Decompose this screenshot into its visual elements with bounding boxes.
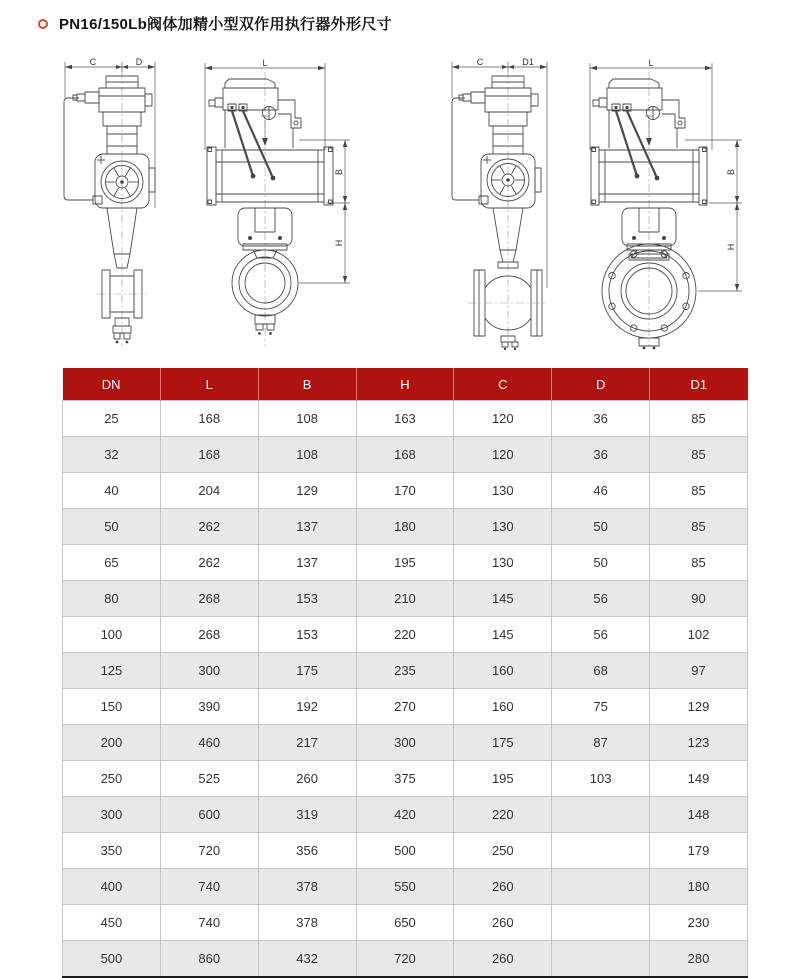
table-cell bbox=[552, 869, 650, 905]
table-cell: 137 bbox=[258, 509, 356, 545]
table-cell: 145 bbox=[454, 617, 552, 653]
drawing-front-flanged bbox=[585, 58, 750, 350]
table-cell: 130 bbox=[454, 473, 552, 509]
table-cell: 75 bbox=[552, 689, 650, 725]
table-cell: 120 bbox=[454, 437, 552, 473]
table-row bbox=[63, 581, 748, 617]
table-cell: 85 bbox=[650, 473, 748, 509]
table-cell: 85 bbox=[650, 437, 748, 473]
table-cell: 500 bbox=[356, 833, 454, 869]
electric-actuator bbox=[73, 76, 152, 154]
table-cell: 500 bbox=[63, 941, 161, 978]
bullet-icon bbox=[38, 19, 48, 29]
technical-drawings bbox=[0, 58, 790, 354]
table-cell: 168 bbox=[356, 437, 454, 473]
table-cell: 220 bbox=[356, 617, 454, 653]
table-cell: 460 bbox=[160, 725, 258, 761]
table-cell: 260 bbox=[454, 941, 552, 978]
table-cell: 25 bbox=[63, 401, 161, 437]
table-cell: 280 bbox=[650, 941, 748, 978]
table-cell: 378 bbox=[258, 905, 356, 941]
dim-label-h: H bbox=[726, 243, 736, 251]
table-cell: 350 bbox=[63, 833, 161, 869]
pneumatic-cylinder bbox=[207, 147, 333, 205]
table-cell: 46 bbox=[552, 473, 650, 509]
table-cell: 130 bbox=[454, 545, 552, 581]
table-cell: 550 bbox=[356, 869, 454, 905]
table-row bbox=[63, 509, 748, 545]
table-row bbox=[63, 725, 748, 761]
table-cell bbox=[552, 941, 650, 978]
dimension-lines bbox=[452, 57, 547, 288]
dim-label-l: L bbox=[262, 58, 268, 68]
column-header-c: C bbox=[454, 368, 552, 401]
table-cell: 163 bbox=[356, 401, 454, 437]
table-cell: 65 bbox=[63, 545, 161, 581]
dim-label-l: L bbox=[648, 58, 654, 68]
table-cell: 50 bbox=[552, 545, 650, 581]
table-cell: 200 bbox=[63, 725, 161, 761]
conduit-tube bbox=[452, 98, 488, 204]
table-body bbox=[63, 401, 748, 978]
table-cell: 650 bbox=[356, 905, 454, 941]
table-cell: 260 bbox=[454, 869, 552, 905]
column-header-b: B bbox=[258, 368, 356, 401]
table-header-row bbox=[63, 368, 748, 401]
column-header-dn: DN bbox=[63, 368, 161, 401]
table-cell: 220 bbox=[454, 797, 552, 833]
table-cell: 300 bbox=[160, 653, 258, 689]
table-cell: 204 bbox=[160, 473, 258, 509]
column-header-h: H bbox=[356, 368, 454, 401]
table-cell: 102 bbox=[650, 617, 748, 653]
table-cell: 160 bbox=[454, 653, 552, 689]
table-row bbox=[63, 905, 748, 941]
table-cell: 217 bbox=[258, 725, 356, 761]
table-cell: 123 bbox=[650, 725, 748, 761]
table-cell bbox=[552, 797, 650, 833]
table-cell: 270 bbox=[356, 689, 454, 725]
air-tubes bbox=[616, 111, 659, 180]
table-cell: 390 bbox=[160, 689, 258, 725]
table-cell: 129 bbox=[650, 689, 748, 725]
table-cell: 720 bbox=[160, 833, 258, 869]
dim-label-b: B bbox=[726, 168, 736, 176]
table-cell: 300 bbox=[356, 725, 454, 761]
dim-label-c: C bbox=[476, 57, 484, 67]
table-cell: 525 bbox=[160, 761, 258, 797]
table-cell: 149 bbox=[650, 761, 748, 797]
table-cell: 36 bbox=[552, 401, 650, 437]
table-cell: 195 bbox=[454, 761, 552, 797]
table-cell: 153 bbox=[258, 581, 356, 617]
table-cell: 192 bbox=[258, 689, 356, 725]
conduit-tube bbox=[64, 98, 102, 204]
table-cell: 137 bbox=[258, 545, 356, 581]
table-cell: 90 bbox=[650, 581, 748, 617]
dim-label-d1: D1 bbox=[522, 57, 534, 67]
table-cell: 378 bbox=[258, 869, 356, 905]
table-cell: 180 bbox=[650, 869, 748, 905]
table-cell: 262 bbox=[160, 509, 258, 545]
table-cell: 85 bbox=[650, 401, 748, 437]
table-cell: 179 bbox=[650, 833, 748, 869]
column-header-d: D bbox=[552, 368, 650, 401]
table-cell: 97 bbox=[650, 653, 748, 689]
gear-housing bbox=[481, 154, 541, 208]
drawing-front-wafer bbox=[195, 58, 355, 350]
gear-housing bbox=[95, 154, 155, 208]
table-cell: 300 bbox=[63, 797, 161, 833]
table-cell: 210 bbox=[356, 581, 454, 617]
table-cell: 262 bbox=[160, 545, 258, 581]
table-cell: 68 bbox=[552, 653, 650, 689]
table-row bbox=[63, 941, 748, 978]
table-cell: 250 bbox=[63, 761, 161, 797]
table-cell: 375 bbox=[356, 761, 454, 797]
table-cell bbox=[552, 833, 650, 869]
table-row bbox=[63, 653, 748, 689]
table-row bbox=[63, 833, 748, 869]
table-cell: 175 bbox=[258, 653, 356, 689]
table-cell: 420 bbox=[356, 797, 454, 833]
table-cell: 450 bbox=[63, 905, 161, 941]
table-cell: 56 bbox=[552, 617, 650, 653]
dimension-table bbox=[62, 368, 748, 978]
table-cell: 195 bbox=[356, 545, 454, 581]
table-row bbox=[63, 473, 748, 509]
table-cell: 160 bbox=[454, 689, 552, 725]
table-row bbox=[63, 617, 748, 653]
table-cell: 40 bbox=[63, 473, 161, 509]
dimension-lines bbox=[65, 57, 155, 208]
table-cell: 720 bbox=[356, 941, 454, 978]
dim-label-d: D bbox=[135, 57, 143, 67]
table-row bbox=[63, 761, 748, 797]
table-cell: 600 bbox=[160, 797, 258, 833]
table-cell bbox=[552, 905, 650, 941]
table-cell: 150 bbox=[63, 689, 161, 725]
column-header-d1: D1 bbox=[650, 368, 748, 401]
stem-arrow bbox=[645, 116, 653, 146]
drawing-side-flanged bbox=[448, 58, 553, 350]
table-cell: 50 bbox=[552, 509, 650, 545]
table-cell: 85 bbox=[650, 545, 748, 581]
table-cell: 32 bbox=[63, 437, 161, 473]
stem-arrow bbox=[261, 116, 269, 146]
table-row bbox=[63, 869, 748, 905]
table-cell: 260 bbox=[258, 761, 356, 797]
column-header-l: L bbox=[160, 368, 258, 401]
table-cell: 740 bbox=[160, 905, 258, 941]
table-cell: 168 bbox=[160, 437, 258, 473]
table-cell: 175 bbox=[454, 725, 552, 761]
dim-label-c: C bbox=[89, 57, 97, 67]
table-cell: 860 bbox=[160, 941, 258, 978]
table-row bbox=[63, 401, 748, 437]
table-cell: 153 bbox=[258, 617, 356, 653]
table-cell: 230 bbox=[650, 905, 748, 941]
table-row bbox=[63, 797, 748, 833]
table-cell: 356 bbox=[258, 833, 356, 869]
table-cell: 180 bbox=[356, 509, 454, 545]
table-row bbox=[63, 689, 748, 725]
table-cell: 268 bbox=[160, 617, 258, 653]
table-cell: 108 bbox=[258, 437, 356, 473]
table-cell: 170 bbox=[356, 473, 454, 509]
table-cell: 260 bbox=[454, 905, 552, 941]
dimension-lines bbox=[205, 58, 350, 283]
table-cell: 36 bbox=[552, 437, 650, 473]
table-cell: 250 bbox=[454, 833, 552, 869]
table-cell: 268 bbox=[160, 581, 258, 617]
table-cell: 80 bbox=[63, 581, 161, 617]
table-cell: 400 bbox=[63, 869, 161, 905]
table-cell: 129 bbox=[258, 473, 356, 509]
drawing-side-wafer bbox=[55, 58, 165, 350]
table-cell: 145 bbox=[454, 581, 552, 617]
table-cell: 56 bbox=[552, 581, 650, 617]
table-row bbox=[63, 545, 748, 581]
table-cell: 87 bbox=[552, 725, 650, 761]
electric-actuator bbox=[459, 76, 538, 154]
table-cell: 125 bbox=[63, 653, 161, 689]
page-title: PN16/150Lb阀体加精小型双作用执行器外形尺寸 bbox=[59, 16, 392, 33]
table-cell: 740 bbox=[160, 869, 258, 905]
table-cell: 319 bbox=[258, 797, 356, 833]
table-cell: 108 bbox=[258, 401, 356, 437]
table-cell: 148 bbox=[650, 797, 748, 833]
air-tubes bbox=[232, 111, 275, 180]
page-title-row bbox=[38, 13, 392, 34]
table-cell: 432 bbox=[258, 941, 356, 978]
table-cell: 100 bbox=[63, 617, 161, 653]
dim-label-b: B bbox=[334, 168, 344, 176]
table-cell: 50 bbox=[63, 509, 161, 545]
table-cell: 235 bbox=[356, 653, 454, 689]
table-cell: 168 bbox=[160, 401, 258, 437]
dim-label-h: H bbox=[334, 239, 344, 247]
table-cell: 103 bbox=[552, 761, 650, 797]
table-cell: 120 bbox=[454, 401, 552, 437]
table-row bbox=[63, 437, 748, 473]
table-cell: 85 bbox=[650, 509, 748, 545]
table-cell: 130 bbox=[454, 509, 552, 545]
